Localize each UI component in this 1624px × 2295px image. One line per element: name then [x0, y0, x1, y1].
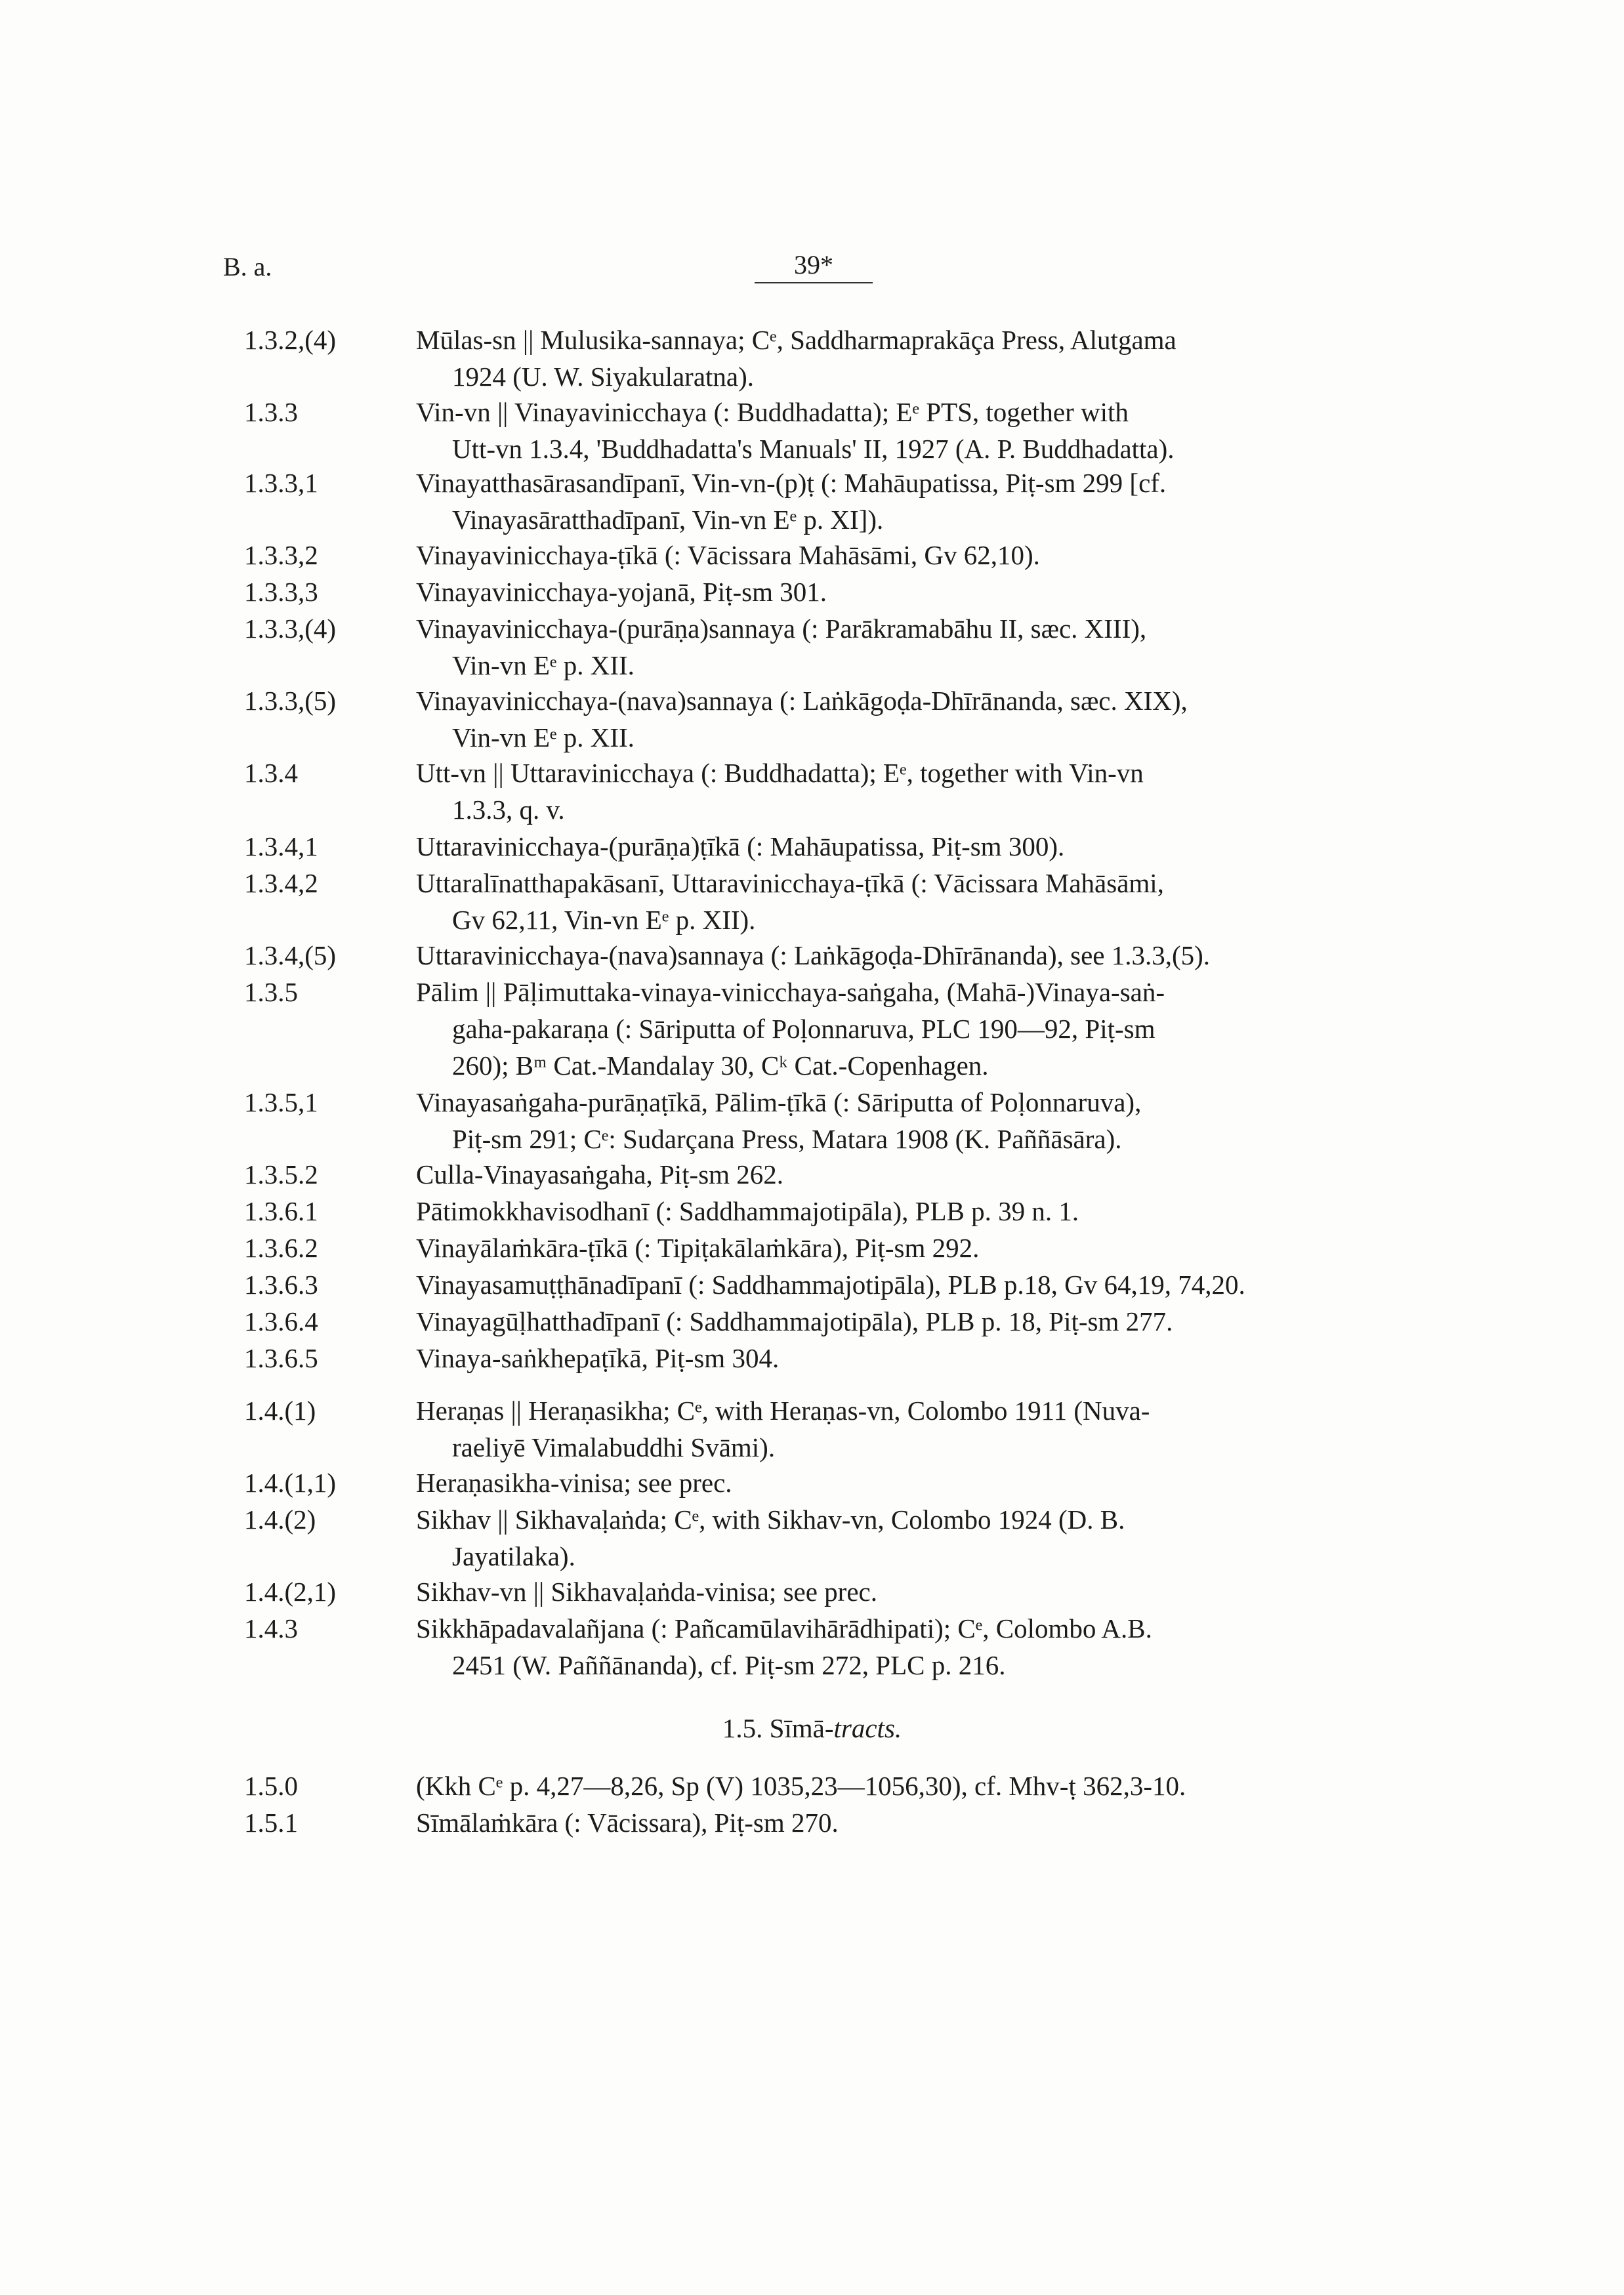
entry-number: 1.3.6.4: [244, 1306, 318, 1336]
entry-line: Vinayasaṅgaha-purāṇaṭīkā, Pālim-ṭīkā (: Sāriputta of Poḷonnaruva),: [416, 1087, 1142, 1117]
entry-text: [416, 1084, 1374, 1157]
page-number: 39*: [794, 250, 833, 279]
entry-number: 1.3.4,(5): [244, 940, 337, 970]
section-heading-title: Sīmā-: [769, 1713, 834, 1743]
entry-number: 1.3.3,1: [244, 468, 318, 498]
entry-number: 1.4.(1,1): [244, 1468, 337, 1498]
entry-line: Vinayavinicchaya-ṭīkā (: Vācissara Mahāsāmi, Gv 62,10).: [416, 540, 1040, 570]
entry-line: Uttaralīnatthapakāsanī, Uttaravinicchaya-ṭīkā (: Vācissara Mahāsāmi,: [416, 868, 1164, 898]
entry-line: Sikhav-vn || Sikhavaḷaṅda-vinisa; see prec.: [416, 1577, 877, 1607]
entry-line: Vinayavinicchaya-(purāṇa)sannaya (: Parākramabāhu II, sæc. XIII),: [416, 613, 1147, 644]
entry-line: Mūlas-sn || Mulusika-sannaya; Cᵉ, Saddharmaprakāça Press, Alutgama: [416, 325, 1176, 355]
entry-text: [416, 1464, 1374, 1501]
entry-text: [416, 1193, 1374, 1230]
entry-line: 260); Bᵐ Cat.-Mandalay 30, Cᵏ Cat.-Copenhagen.: [452, 1050, 989, 1081]
entry-line: Vinayasamuṭṭhānadīpanī (: Saddhammajotipāla), PLB p.18, Gv 64,19, 74,20.: [416, 1270, 1245, 1300]
entry-line: gaha-pakaraṇa (: Sāriputta of Poḷonnaruva, PLC 190—92, Piṭ-sm: [452, 1014, 1156, 1044]
entry-number: 1.3.3,3: [244, 577, 318, 607]
entry-text: [416, 573, 1374, 610]
entry-number: 1.3.4,2: [244, 868, 318, 898]
entry-line: Vinayavinicchaya-(nava)sannaya (: Laṅkāgoḍa-Dhīrānanda, sæc. XIX),: [416, 686, 1188, 716]
entry-text: [416, 610, 1374, 684]
entry-text: [416, 1156, 1374, 1193]
entry-line: Uttaravinicchaya-(nava)sannaya (: Laṅkāgoḍa-Dhīrānanda), see 1.3.3,(5).: [416, 940, 1211, 970]
entry-text: [416, 465, 1374, 538]
entry-text: [416, 865, 1374, 938]
entry-line: Vinayavinicchaya-yojanā, Piṭ-sm 301.: [416, 577, 827, 607]
section-heading: [0, 1712, 1624, 1744]
entry-text: [416, 1804, 1374, 1841]
entry-line: Heraṇasikha-vinisa; see prec.: [416, 1468, 732, 1498]
entry-number: 1.3.5: [244, 977, 298, 1007]
entry-number: 1.3.3,(5): [244, 686, 337, 716]
entry-text: [416, 1340, 1374, 1376]
entry-line: Piṭ-sm 291; Cᵉ: Sudarçana Press, Matara 1908 (K. Paññāsāra).: [452, 1124, 1122, 1154]
entry-text: [416, 394, 1374, 467]
entry-line: Heraṇas || Heraṇasikha; Cᵉ, with Heraṇas-vn, Colombo 1911 (Nuva-: [416, 1396, 1150, 1426]
entry-number: 1.3.3,2: [244, 540, 318, 570]
entry-line: Sikkhāpadavalañjana (: Pañcamūlavihārādhipati); Cᵉ, Colombo A.B.: [416, 1613, 1152, 1644]
entry-number: 1.4.(2): [244, 1504, 316, 1535]
entry-line: Vin-vn Eᵉ p. XII.: [452, 650, 635, 680]
entry-line: Gv 62,11, Vin-vn Eᵉ p. XII).: [452, 905, 756, 935]
entry-line: Culla-Vinayasaṅgaha, Piṭ-sm 262.: [416, 1159, 784, 1189]
entry-line: Vinaya-saṅkhepaṭīkā, Piṭ-sm 304.: [416, 1343, 780, 1373]
entry-line: 2451 (W. Paññānanda), cf. Piṭ-sm 272, PLC p. 216.: [452, 1650, 1006, 1680]
entry-text: [416, 1610, 1374, 1684]
entry-text: [416, 1266, 1374, 1303]
entry-number: 1.3.3: [244, 397, 298, 427]
entry-line: Utt-vn || Uttaravinicchaya (: Buddhadatta); Eᵉ, together with Vin-vn: [416, 758, 1144, 788]
entry-text: [416, 1230, 1374, 1266]
entry-line: Vinayasāratthadīpanī, Vin-vn Eᵉ p. XI]).: [452, 505, 884, 535]
section-heading-title-italic: tracts.: [833, 1713, 902, 1743]
entry-text: [416, 537, 1374, 573]
entry-number: 1.5.1: [244, 1808, 298, 1838]
entry-line: 1.3.3, q. v.: [452, 795, 565, 825]
entry-line: Vinayatthasārasandīpanī, Vin-vn-(p)ṭ (: Mahāupatissa, Piṭ-sm 299 [cf.: [416, 468, 1167, 498]
entry-text: [416, 1303, 1374, 1340]
entry-text: [416, 1768, 1374, 1804]
entry-line: Sikhav || Sikhavaḷaṅda; Cᵉ, with Sikhav-vn, Colombo 1924 (D. B.: [416, 1504, 1125, 1535]
entry-number: 1.3.5,1: [244, 1087, 318, 1117]
entry-text: [416, 974, 1374, 1084]
entry-line: Sīmālaṁkāra (: Vācissara), Piṭ-sm 270.: [416, 1808, 839, 1838]
entry-number: 1.4.(2,1): [244, 1577, 337, 1607]
entry-line: Pālim || Pāḷimuttaka-vinaya-vinicchaya-saṅgaha, (Mahā-)Vinaya-saṅ-: [416, 977, 1165, 1007]
entry-text: [416, 755, 1374, 828]
entry-text: [416, 1573, 1374, 1610]
entry-line: 1924 (U. W. Siyakularatna).: [452, 362, 755, 392]
entry-line: raeliyē Vimalabuddhi Svāmi).: [452, 1432, 776, 1462]
entry-text: [416, 321, 1374, 395]
entry-line: Vinayālaṁkāra-ṭīkā (: Tipiṭakālaṁkāra), Piṭ-sm 292.: [416, 1233, 980, 1263]
entry-number: 1.3.6.5: [244, 1343, 318, 1373]
entry-line: Vinayagūḷhatthadīpanī (: Saddhammajotipāla), PLB p. 18, Piṭ-sm 277.: [416, 1306, 1173, 1336]
entry-number: 1.4.3: [244, 1613, 298, 1644]
entry-line: Vin-vn || Vinayavinicchaya (: Buddhadatta); Eᵉ PTS, together with: [416, 397, 1129, 427]
entry-line: Utt-vn 1.3.4, 'Buddhadatta's Manuals' II, 1927 (A. P. Buddhadatta).: [452, 434, 1175, 464]
entry-line: Uttaravinicchaya-(purāṇa)ṭīkā (: Mahāupatissa, Piṭ-sm 300).: [416, 831, 1065, 861]
entry-text: [416, 682, 1374, 756]
entry-line: Jayatilaka).: [452, 1541, 575, 1571]
entry-text: [416, 937, 1374, 974]
entry-text: [416, 828, 1374, 865]
entry-number: 1.3.2,(4): [244, 325, 337, 355]
entry-number: 1.3.6.1: [244, 1196, 318, 1226]
entry-number: 1.4.(1): [244, 1396, 316, 1426]
entry-number: 1.3.5.2: [244, 1159, 318, 1189]
entry-number: 1.5.0: [244, 1771, 298, 1801]
entry-number: 1.3.4: [244, 758, 298, 788]
entry-number: 1.3.3,(4): [244, 613, 337, 644]
section-heading-number: 1.5.: [722, 1713, 763, 1743]
section-label: B. a.: [223, 252, 272, 281]
entry-line: Vin-vn Eᵉ p. XII.: [452, 722, 635, 753]
entry-number: 1.3.4,1: [244, 831, 318, 861]
entry-number: 1.3.6.3: [244, 1270, 318, 1300]
header-rule: [755, 282, 873, 283]
entry-line: Pātimokkhavisodhanī (: Saddhammajotipāla), PLB p. 39 n. 1.: [416, 1196, 1079, 1226]
entry-line: (Kkh Cᵉ p. 4,27—8,26, Sp (V) 1035,23—1056,30), cf. Mhv-ṭ 362,3-10.: [416, 1771, 1186, 1801]
entry-text: [416, 1501, 1374, 1575]
entry-number: 1.3.6.2: [244, 1233, 318, 1263]
entry-text: [416, 1392, 1374, 1466]
